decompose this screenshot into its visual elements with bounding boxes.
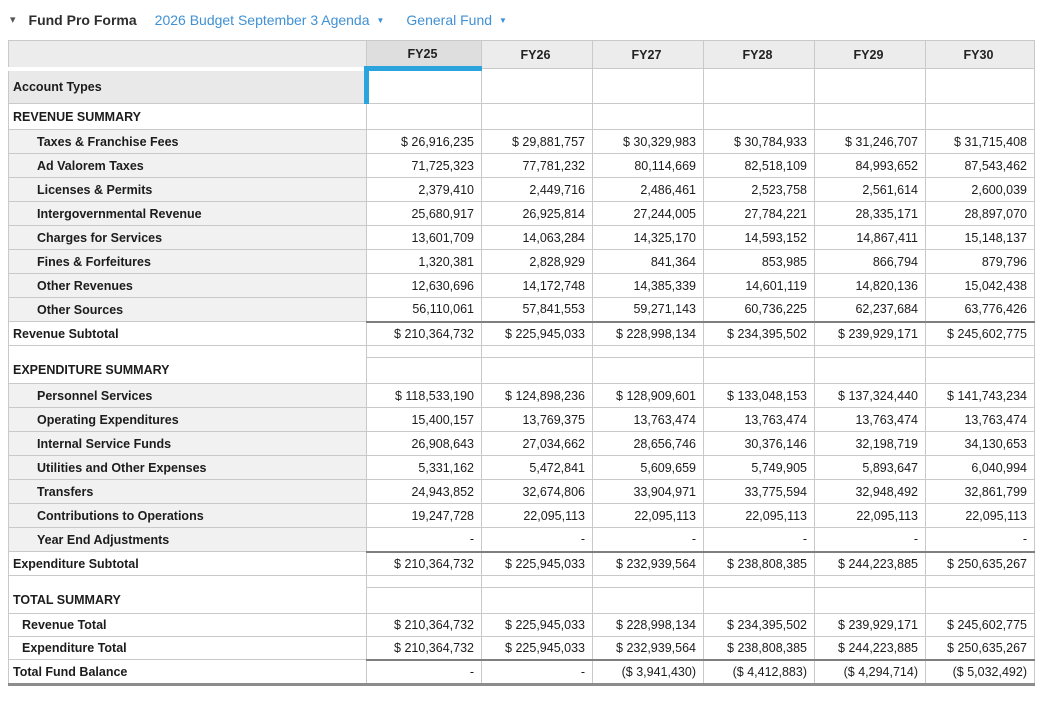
- table-row: [9, 432, 1035, 456]
- cell-fy25[interactable]: [367, 588, 482, 614]
- row-label: Total Fund Balance: [9, 660, 367, 685]
- cell-fy25[interactable]: $ 118,533,190: [367, 384, 482, 408]
- table-row: [9, 480, 1035, 504]
- table-row: [9, 178, 1035, 202]
- cell-fy28[interactable]: 22,095,113: [704, 504, 815, 528]
- cell-fy30[interactable]: 87,543,462: [926, 154, 1035, 178]
- cell-fy30[interactable]: 13,763,474: [926, 408, 1035, 432]
- cell-fy26[interactable]: 32,674,806: [482, 480, 593, 504]
- table-row: [9, 528, 1035, 552]
- cell-fy30[interactable]: $ 250,635,267: [926, 637, 1035, 660]
- fund-dropdown-label: General Fund: [406, 12, 493, 28]
- cell-fy29[interactable]: 22,095,113: [815, 504, 926, 528]
- cell-fy25[interactable]: 24,943,852: [367, 480, 482, 504]
- row-label: Ad Valorem Taxes: [9, 154, 367, 178]
- row-label: Personnel Services: [9, 384, 367, 408]
- cell-fy29: [815, 576, 926, 588]
- cell-fy29[interactable]: 14,867,411: [815, 226, 926, 250]
- table-row: [9, 504, 1035, 528]
- cell-fy25[interactable]: 26,908,643: [367, 432, 482, 456]
- cell-fy25[interactable]: 15,400,157: [367, 408, 482, 432]
- cell-fy27[interactable]: $ 128,909,601: [593, 384, 704, 408]
- table-row: [9, 274, 1035, 298]
- cell-fy28[interactable]: 82,518,109: [704, 154, 815, 178]
- cell-fy30[interactable]: -: [926, 528, 1035, 552]
- table-row: [9, 614, 1035, 637]
- cell-fy28[interactable]: ($ 4,412,883): [704, 660, 815, 685]
- cell-fy30[interactable]: $ 250,635,267: [926, 552, 1035, 576]
- cell-fy26[interactable]: 27,034,662: [482, 432, 593, 456]
- row-label: Other Sources: [9, 298, 367, 322]
- cell-fy25[interactable]: 19,247,728: [367, 504, 482, 528]
- row-label: EXPENDITURE SUMMARY: [9, 358, 367, 384]
- table-row: [9, 384, 1035, 408]
- cell-fy28[interactable]: 5,749,905: [704, 456, 815, 480]
- cell-fy26: [482, 346, 593, 358]
- cell-fy30: [926, 346, 1035, 358]
- cell-fy28: [704, 346, 815, 358]
- cell-fy26[interactable]: [482, 588, 593, 614]
- row-label: Revenue Total: [9, 614, 367, 637]
- cell-fy30[interactable]: [926, 104, 1035, 130]
- row-label: Year End Adjustments: [9, 528, 367, 552]
- cell-fy28[interactable]: 2,523,758: [704, 178, 815, 202]
- cell-fy26[interactable]: $ 225,945,033: [482, 637, 593, 660]
- cell-fy27[interactable]: 59,271,143: [593, 298, 704, 322]
- row-label: Contributions to Operations: [9, 504, 367, 528]
- cell-fy29[interactable]: 5,893,647: [815, 456, 926, 480]
- cell-fy27[interactable]: [593, 69, 704, 104]
- table-header-row: [9, 41, 1035, 69]
- cell-fy27[interactable]: 14,325,170: [593, 226, 704, 250]
- cell-fy28[interactable]: $ 238,808,385: [704, 552, 815, 576]
- cell-fy26[interactable]: $ 225,945,033: [482, 614, 593, 637]
- row-label: REVENUE SUMMARY: [9, 104, 367, 130]
- cell-fy30[interactable]: $ 141,743,234: [926, 384, 1035, 408]
- cell-fy26[interactable]: -: [482, 528, 593, 552]
- cell-fy26[interactable]: -: [482, 660, 593, 685]
- table-row: [9, 660, 1035, 685]
- cell-fy29[interactable]: [815, 588, 926, 614]
- cell-fy25[interactable]: 2,379,410: [367, 178, 482, 202]
- cell-fy30[interactable]: ($ 5,032,492): [926, 660, 1035, 685]
- page-title: Fund Pro Forma: [28, 12, 137, 28]
- cell-fy25[interactable]: $ 210,364,732: [367, 614, 482, 637]
- cell-fy30[interactable]: 15,148,137: [926, 226, 1035, 250]
- cell-fy25: [367, 346, 482, 358]
- table-row: [9, 250, 1035, 274]
- cell-fy27[interactable]: -: [593, 528, 704, 552]
- collapse-caret-icon[interactable]: ▾: [10, 13, 16, 26]
- cell-fy25[interactable]: $ 210,364,732: [367, 322, 482, 346]
- cell-fy26[interactable]: 2,828,929: [482, 250, 593, 274]
- row-label: Account Types: [9, 69, 367, 104]
- column-header-fy28[interactable]: FY28: [704, 41, 815, 69]
- cell-fy25[interactable]: $ 26,916,235: [367, 130, 482, 154]
- cell-fy30[interactable]: [926, 69, 1035, 104]
- cell-fy30[interactable]: 32,861,799: [926, 480, 1035, 504]
- row-label: [9, 576, 367, 588]
- column-header-fy26[interactable]: FY26: [482, 41, 593, 69]
- cell-fy25[interactable]: 25,680,917: [367, 202, 482, 226]
- pro-forma-table: [8, 40, 1035, 686]
- cell-fy28[interactable]: 14,593,152: [704, 226, 815, 250]
- cell-fy29[interactable]: 62,237,684: [815, 298, 926, 322]
- cell-fy25[interactable]: -: [367, 528, 482, 552]
- row-label: TOTAL SUMMARY: [9, 588, 367, 614]
- cell-fy30[interactable]: 22,095,113: [926, 504, 1035, 528]
- cell-fy30: [926, 576, 1035, 588]
- cell-fy27[interactable]: 27,244,005: [593, 202, 704, 226]
- cell-fy25[interactable]: 5,331,162: [367, 456, 482, 480]
- table-row: [9, 104, 1035, 130]
- row-label: [9, 346, 367, 358]
- cell-fy28[interactable]: $ 238,808,385: [704, 637, 815, 660]
- cell-fy26[interactable]: 14,063,284: [482, 226, 593, 250]
- cell-fy26[interactable]: 14,172,748: [482, 274, 593, 298]
- cell-fy28[interactable]: [704, 358, 815, 384]
- corner-cell: [9, 41, 367, 69]
- row-label: Revenue Subtotal: [9, 322, 367, 346]
- cell-fy28[interactable]: 27,784,221: [704, 202, 815, 226]
- row-label: Expenditure Subtotal: [9, 552, 367, 576]
- cell-fy27[interactable]: [593, 358, 704, 384]
- cell-fy28[interactable]: 30,376,146: [704, 432, 815, 456]
- cell-fy25[interactable]: $ 210,364,732: [367, 552, 482, 576]
- table-row: [9, 588, 1035, 614]
- cell-fy28[interactable]: 60,736,225: [704, 298, 815, 322]
- cell-fy28[interactable]: 14,601,119: [704, 274, 815, 298]
- cell-fy27[interactable]: $ 30,329,983: [593, 130, 704, 154]
- cell-fy28[interactable]: -: [704, 528, 815, 552]
- cell-fy26: [482, 576, 593, 588]
- table-row: [9, 202, 1035, 226]
- fund-dropdown[interactable]: [406, 12, 507, 28]
- cell-fy26[interactable]: 2,449,716: [482, 178, 593, 202]
- cell-fy25[interactable]: 71,725,323: [367, 154, 482, 178]
- row-label: Other Revenues: [9, 274, 367, 298]
- table-row: [9, 226, 1035, 250]
- cell-fy30[interactable]: 2,600,039: [926, 178, 1035, 202]
- cell-fy26[interactable]: $ 225,945,033: [482, 322, 593, 346]
- table-row: [9, 552, 1035, 576]
- table-row: [9, 130, 1035, 154]
- cell-fy29[interactable]: [815, 69, 926, 104]
- cell-fy28[interactable]: $ 234,395,502: [704, 322, 815, 346]
- cell-fy25[interactable]: 56,110,061: [367, 298, 482, 322]
- cell-fy25[interactable]: $ 210,364,732: [367, 637, 482, 660]
- row-label: Taxes & Franchise Fees: [9, 130, 367, 154]
- row-label: Intergovernmental Revenue: [9, 202, 367, 226]
- table-row: [9, 154, 1035, 178]
- column-header-fy29[interactable]: FY29: [815, 41, 926, 69]
- cell-fy29[interactable]: $ 137,324,440: [815, 384, 926, 408]
- cell-fy27[interactable]: $ 232,939,564: [593, 552, 704, 576]
- cell-fy29[interactable]: [815, 358, 926, 384]
- row-label: Fines & Forfeitures: [9, 250, 367, 274]
- cell-fy27[interactable]: 13,763,474: [593, 408, 704, 432]
- table-row: [9, 408, 1035, 432]
- cell-fy28[interactable]: 13,763,474: [704, 408, 815, 432]
- cell-fy28[interactable]: [704, 588, 815, 614]
- cell-fy26[interactable]: $ 225,945,033: [482, 552, 593, 576]
- cell-fy30[interactable]: $ 245,602,775: [926, 322, 1035, 346]
- cell-fy29[interactable]: $ 244,223,885: [815, 552, 926, 576]
- cell-fy30[interactable]: $ 31,715,408: [926, 130, 1035, 154]
- table-row: [9, 637, 1035, 660]
- cell-fy26[interactable]: 77,781,232: [482, 154, 593, 178]
- cell-fy28[interactable]: $ 30,784,933: [704, 130, 815, 154]
- budget-dropdown[interactable]: [155, 12, 385, 28]
- cell-fy29[interactable]: [815, 104, 926, 130]
- column-header-fy27[interactable]: FY27: [593, 41, 704, 69]
- cell-fy26[interactable]: $ 124,898,236: [482, 384, 593, 408]
- cell-fy29[interactable]: 32,948,492: [815, 480, 926, 504]
- cell-fy29[interactable]: $ 239,929,171: [815, 614, 926, 637]
- cell-fy27: [593, 576, 704, 588]
- row-label: Licenses & Permits: [9, 178, 367, 202]
- cell-fy29[interactable]: $ 239,929,171: [815, 322, 926, 346]
- cell-fy26[interactable]: $ 29,881,757: [482, 130, 593, 154]
- cell-fy27[interactable]: 2,486,461: [593, 178, 704, 202]
- cell-fy27[interactable]: 14,385,339: [593, 274, 704, 298]
- cell-fy30[interactable]: 15,042,438: [926, 274, 1035, 298]
- cell-fy26[interactable]: 22,095,113: [482, 504, 593, 528]
- cell-fy29[interactable]: 14,820,136: [815, 274, 926, 298]
- row-label: Expenditure Total: [9, 637, 367, 660]
- cell-fy29[interactable]: 13,763,474: [815, 408, 926, 432]
- cell-fy25[interactable]: -: [367, 660, 482, 685]
- cell-fy30[interactable]: $ 245,602,775: [926, 614, 1035, 637]
- cell-fy28[interactable]: 33,775,594: [704, 480, 815, 504]
- budget-dropdown-label: 2026 Budget September 3 Agenda: [154, 12, 370, 28]
- cell-fy27[interactable]: [593, 104, 704, 130]
- cell-fy27[interactable]: [593, 588, 704, 614]
- cell-fy27[interactable]: 5,609,659: [593, 456, 704, 480]
- cell-fy30[interactable]: [926, 358, 1035, 384]
- cell-fy29[interactable]: -: [815, 528, 926, 552]
- cell-fy29[interactable]: 2,561,614: [815, 178, 926, 202]
- cell-fy30[interactable]: 28,897,070: [926, 202, 1035, 226]
- cell-fy27[interactable]: $ 232,939,564: [593, 637, 704, 660]
- cell-fy28: [704, 576, 815, 588]
- row-label: Internal Service Funds: [9, 432, 367, 456]
- cell-fy26[interactable]: [482, 358, 593, 384]
- cell-fy28[interactable]: 853,985: [704, 250, 815, 274]
- chevron-down-icon: ▼: [376, 15, 385, 25]
- table-row: [9, 322, 1035, 346]
- cell-fy27[interactable]: 22,095,113: [593, 504, 704, 528]
- cell-fy30[interactable]: 879,796: [926, 250, 1035, 274]
- cell-fy25[interactable]: 12,630,696: [367, 274, 482, 298]
- cell-fy27[interactable]: 80,114,669: [593, 154, 704, 178]
- row-label: Utilities and Other Expenses: [9, 456, 367, 480]
- table-row: [9, 69, 1035, 104]
- cell-fy26[interactable]: 26,925,814: [482, 202, 593, 226]
- cell-fy27[interactable]: 28,656,746: [593, 432, 704, 456]
- cell-fy27[interactable]: $ 228,998,134: [593, 614, 704, 637]
- table-row: [9, 358, 1035, 384]
- table-row: [9, 298, 1035, 322]
- cell-fy26[interactable]: 13,769,375: [482, 408, 593, 432]
- cell-fy26[interactable]: [482, 104, 593, 130]
- cell-fy30[interactable]: 34,130,653: [926, 432, 1035, 456]
- cell-fy27[interactable]: 33,904,971: [593, 480, 704, 504]
- chevron-down-icon: ▼: [499, 15, 507, 25]
- cell-fy26[interactable]: 57,841,553: [482, 298, 593, 322]
- pro-forma-sheet: [8, 40, 1041, 686]
- cell-fy27[interactable]: 841,364: [593, 250, 704, 274]
- cell-fy26[interactable]: 5,472,841: [482, 456, 593, 480]
- cell-fy25[interactable]: 13,601,709: [367, 226, 482, 250]
- cell-fy26[interactable]: [482, 69, 593, 104]
- column-header-fy30[interactable]: FY30: [926, 41, 1035, 69]
- cell-fy25[interactable]: [367, 358, 482, 384]
- cell-fy29[interactable]: $ 244,223,885: [815, 637, 926, 660]
- cell-fy27: [593, 346, 704, 358]
- cell-fy28[interactable]: $ 234,395,502: [704, 614, 815, 637]
- cell-fy25: [367, 576, 482, 588]
- cell-fy27[interactable]: $ 228,998,134: [593, 322, 704, 346]
- cell-fy29[interactable]: $ 31,246,707: [815, 130, 926, 154]
- column-header-fy25[interactable]: FY25: [367, 41, 482, 69]
- cell-fy29[interactable]: ($ 4,294,714): [815, 660, 926, 685]
- cell-fy27[interactable]: ($ 3,941,430): [593, 660, 704, 685]
- row-label: Transfers: [9, 480, 367, 504]
- cell-fy25[interactable]: 1,320,381: [367, 250, 482, 274]
- cell-fy30[interactable]: 6,040,994: [926, 456, 1035, 480]
- cell-fy30[interactable]: 63,776,426: [926, 298, 1035, 322]
- cell-fy28[interactable]: [704, 104, 815, 130]
- table-row: [9, 456, 1035, 480]
- cell-fy29[interactable]: 32,198,719: [815, 432, 926, 456]
- cell-fy28[interactable]: [704, 69, 815, 104]
- cell-fy25[interactable]: [367, 104, 482, 130]
- cell-fy29[interactable]: 84,993,652: [815, 154, 926, 178]
- spacer-row: [9, 576, 1035, 588]
- cell-fy29[interactable]: 866,794: [815, 250, 926, 274]
- spacer-row: [9, 346, 1035, 358]
- cell-fy28[interactable]: $ 133,048,153: [704, 384, 815, 408]
- cell-fy25-selected[interactable]: [367, 69, 482, 104]
- row-label: Operating Expenditures: [9, 408, 367, 432]
- toolbar: [0, 0, 1041, 40]
- row-label: Charges for Services: [9, 226, 367, 250]
- cell-fy29: [815, 346, 926, 358]
- cell-fy29[interactable]: 28,335,171: [815, 202, 926, 226]
- cell-fy30[interactable]: [926, 588, 1035, 614]
